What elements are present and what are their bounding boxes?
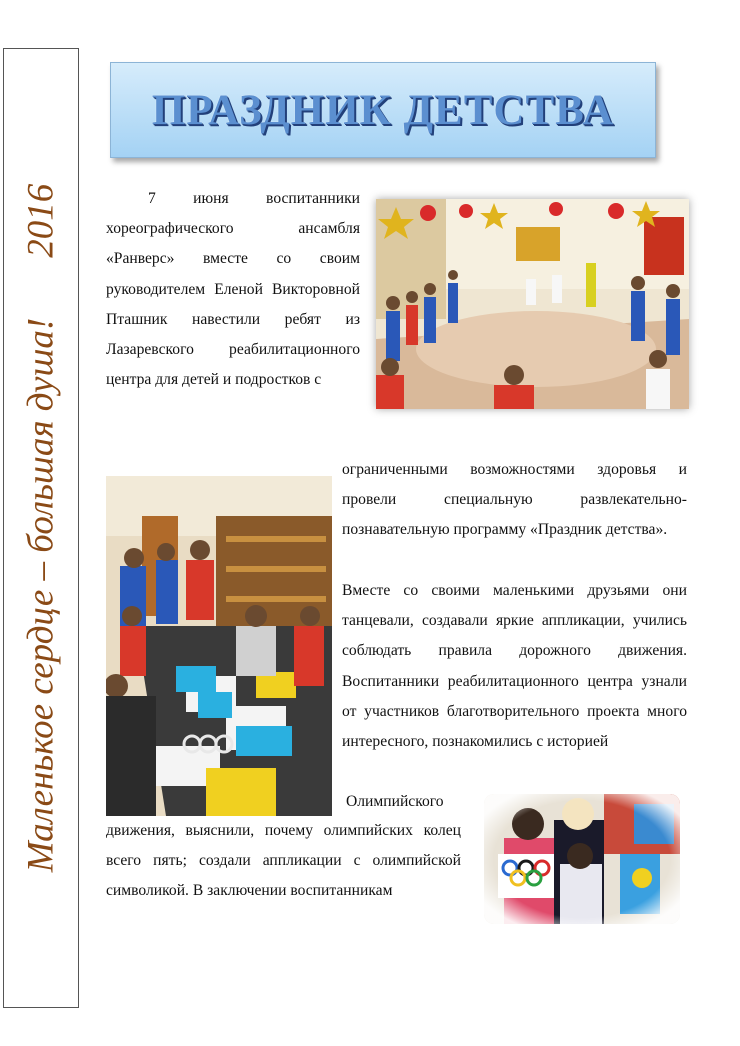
paragraph-intro: 7 июня воспитанники хореографического ансамбля «Ранверс» вместе со своим руководителем Еленой Викторовной Пташник навестили ребят из Лазаревского реабилитационного центра для детей и подростков с xyxy=(106,190,360,389)
paragraph-olympic-word: Олимпийского xyxy=(346,793,444,810)
title-banner xyxy=(110,62,656,158)
page-title: ПРАЗДНИК ДЕТСТВА xyxy=(151,86,615,134)
photo-olympic-rings xyxy=(484,794,680,924)
paragraph-activities: Вместе со своими маленькими друзьями они танцевали, создавали яркие аппликации, учились соблюдать правила дорожного движения. Воспитанники реабилитационного центра узнали от участников благотворительного проекта много интересного, познакомились с историей xyxy=(342,582,687,751)
photo-dance-circle xyxy=(376,199,689,409)
photo-crafts-table xyxy=(106,476,332,816)
sidebar-slogan: Маленькое сердце – большая душа! xyxy=(20,317,62,873)
sidebar-slogan-block xyxy=(20,184,63,872)
sidebar-frame xyxy=(3,48,79,1008)
paragraph-continuation: ограниченными возможностями здоровья и провели специальную развлекательно-познавательную программу «Праздник детства». xyxy=(342,461,687,539)
sidebar-year: 2016 xyxy=(20,183,62,258)
paragraph-olympic: движения, выяснили, почему олимпийских колец всего пять; создали аппликации с олимпийской символикой. В заключении воспитанникам xyxy=(106,822,461,900)
